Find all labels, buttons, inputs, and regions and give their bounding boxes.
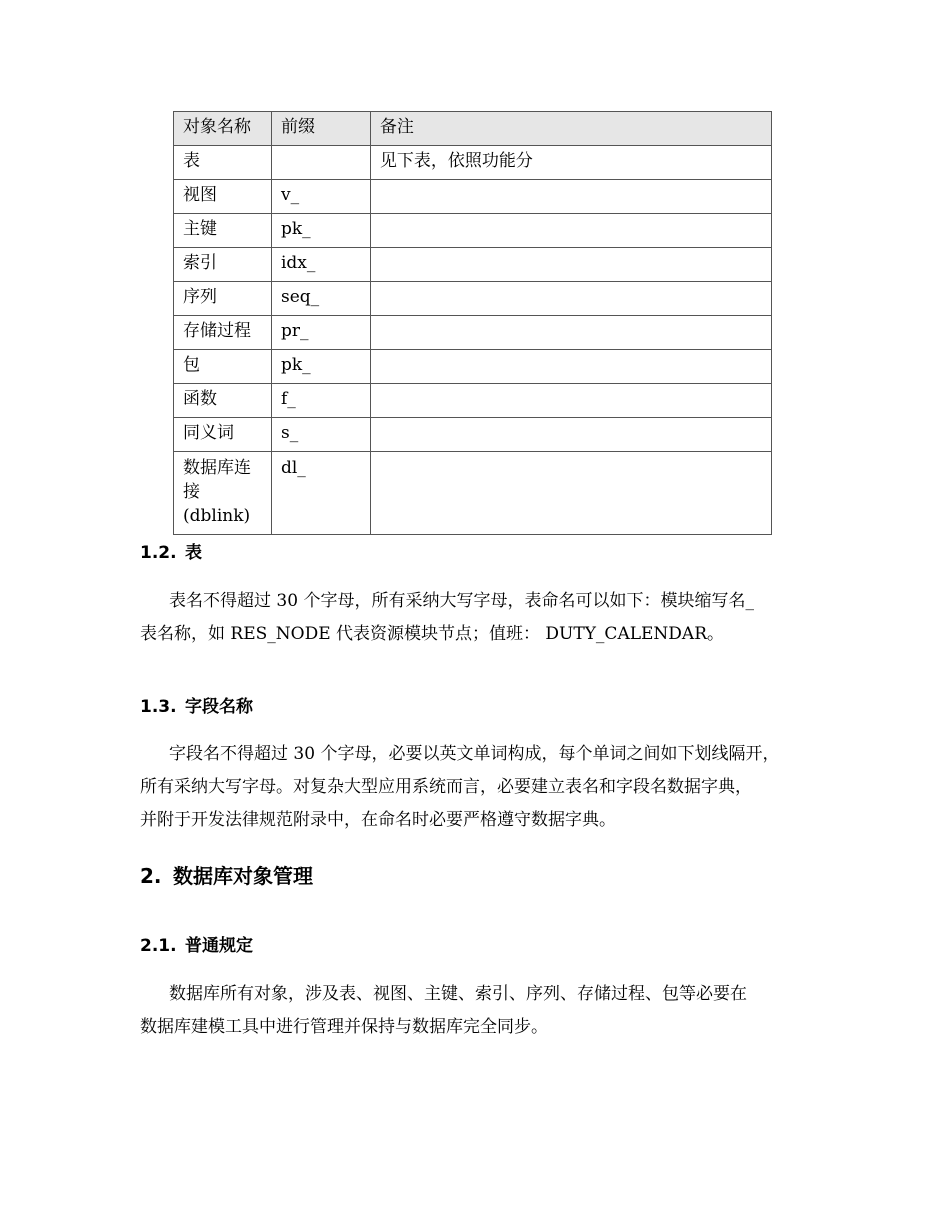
cell-remark: 见下表，依照功能分 — [370, 146, 771, 180]
cell-object-name: 序列 — [174, 282, 272, 316]
cell-prefix: s_ — [271, 418, 370, 452]
paragraph-line: 并附于开发法律规范附录中，在命名时必要严格遵守数据字典。 — [140, 810, 616, 830]
section-heading-2-1 — [140, 931, 253, 956]
cell-object-name-line1: 数据库连 — [183, 458, 251, 478]
cell-object-name: 存储过程 — [174, 316, 272, 350]
section-title: 字段名称 — [185, 697, 253, 717]
cell-object-name: 表 — [174, 146, 272, 180]
section-title: 表 — [185, 543, 202, 563]
section-number: 2. — [140, 864, 162, 888]
paragraph-1-2 — [140, 585, 810, 651]
table-row — [174, 180, 772, 214]
cell-prefix: seq_ — [271, 282, 370, 316]
table-row — [174, 350, 772, 384]
cell-remark — [370, 384, 771, 418]
paragraph-line: 字段名不得超过 30 个字母，必要以英文单词构成，每个单词之间如下划线隔开， — [169, 744, 780, 764]
cell-remark — [370, 214, 771, 248]
section-title: 数据库对象管理 — [173, 864, 313, 888]
cell-object-name: 主键 — [174, 214, 272, 248]
table-row — [174, 316, 772, 350]
section-heading-1-3 — [140, 692, 253, 717]
cell-object-name: 同义词 — [174, 418, 272, 452]
section-number: 2.1. — [140, 936, 177, 956]
header-object-name: 对象名称 — [174, 112, 272, 146]
section-heading-1-2 — [140, 538, 202, 563]
cell-remark — [370, 350, 771, 384]
cell-prefix: pr_ — [271, 316, 370, 350]
header-prefix: 前缀 — [271, 112, 370, 146]
table-row — [174, 282, 772, 316]
cell-prefix: idx_ — [271, 248, 370, 282]
cell-prefix: f_ — [271, 384, 370, 418]
cell-remark — [370, 248, 771, 282]
table-row — [174, 248, 772, 282]
header-remark: 备注 — [370, 112, 771, 146]
cell-remark — [370, 418, 771, 452]
section-number: 1.3. — [140, 697, 177, 717]
cell-prefix — [271, 146, 370, 180]
cell-prefix: dl_ — [271, 452, 370, 535]
table-row — [174, 418, 772, 452]
table-header-row — [174, 112, 772, 146]
cell-object-name: 索引 — [174, 248, 272, 282]
cell-prefix: pk_ — [271, 350, 370, 384]
cell-remark — [370, 282, 771, 316]
cell-remark — [370, 452, 771, 535]
section-number: 1.2. — [140, 543, 177, 563]
cell-prefix: v_ — [271, 180, 370, 214]
section-title: 普通规定 — [185, 936, 253, 956]
section-heading-2 — [140, 860, 313, 889]
paragraph-line: 所有采纳大写字母。对复杂大型应用系统而言，必要建立表名和字段名数据字典， — [140, 777, 752, 797]
cell-prefix: pk_ — [271, 214, 370, 248]
cell-object-name-line2: 接(dblink) — [183, 482, 251, 526]
naming-prefix-table — [173, 111, 772, 535]
paragraph-line: 数据库建模工具中进行管理并保持与数据库完全同步。 — [140, 1017, 548, 1037]
cell-remark — [370, 316, 771, 350]
table-row — [174, 384, 772, 418]
paragraph-line: 表名不得超过 30 个字母，所有采纳大写字母，表命名可以如下：模块缩写名_ — [169, 591, 754, 611]
table-row — [174, 146, 772, 180]
cell-remark — [370, 180, 771, 214]
cell-object-name: 包 — [174, 350, 272, 384]
table-row — [174, 214, 772, 248]
table-row — [174, 452, 772, 535]
cell-object-name — [174, 452, 272, 535]
paragraph-2-1 — [140, 978, 810, 1044]
paragraph-line: 数据库所有对象，涉及表、视图、主键、索引、序列、存储过程、包等必要在 — [169, 984, 747, 1004]
paragraph-1-3 — [140, 738, 810, 837]
cell-object-name: 函数 — [174, 384, 272, 418]
cell-object-name: 视图 — [174, 180, 272, 214]
paragraph-line: 表名称，如 RES_NODE 代表资源模块节点；值班： DUTY_CALENDAR。 — [140, 624, 725, 644]
